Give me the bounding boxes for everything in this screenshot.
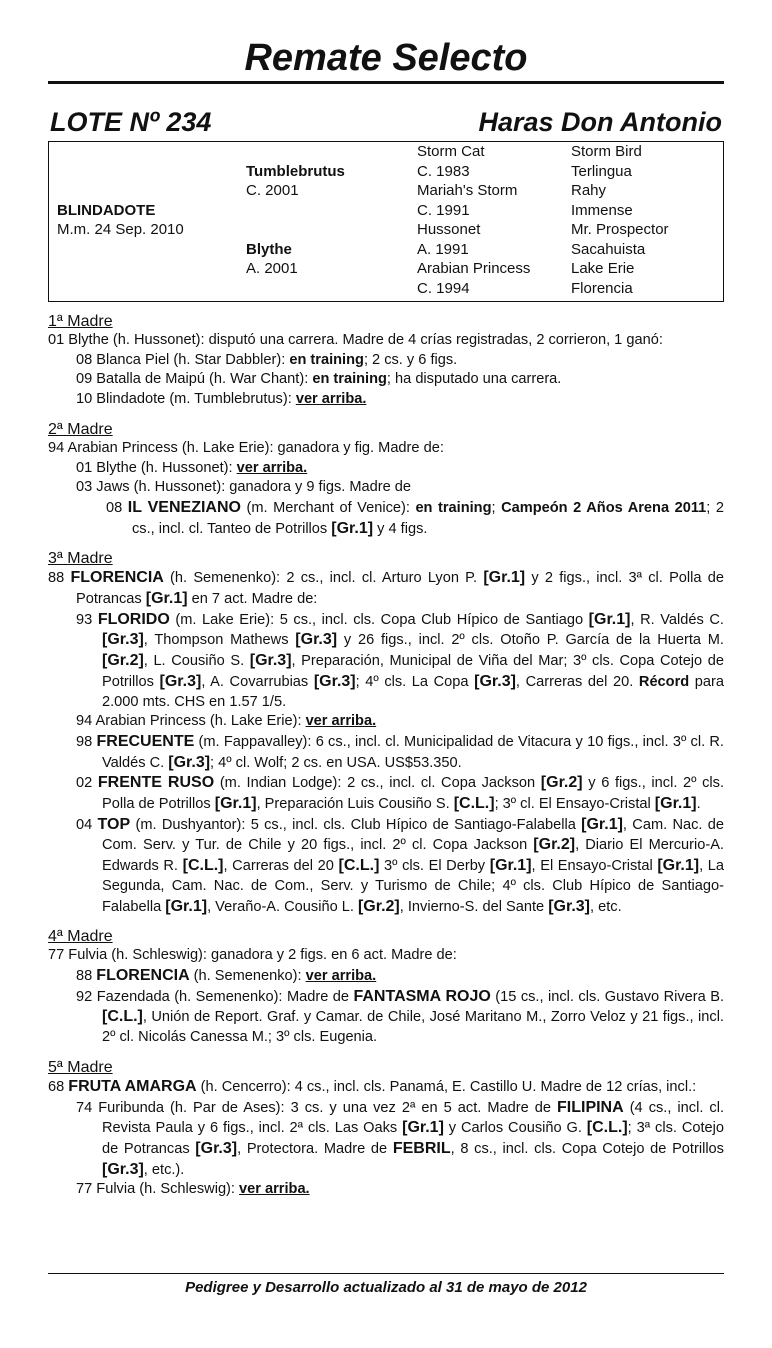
produce-entry: 77 Fulvia (h. Schleswig): ver arriba. <box>76 1181 310 1198</box>
produce-entry: 10 Blindadote (m. Tumblebrutus): ver arriba. <box>76 391 367 408</box>
ped-g3: Florencia <box>571 280 633 297</box>
dam-entry: 88 FLORENCIA (h. Semenenko): 2 cs., incl. cl. Arturo Lyon P. [Gr.1] y 2 figs., incl. 3ª cl. Polla de Potrancas [Gr.1] en 7 act. Madre de: <box>48 569 724 608</box>
ped-g3: Immense <box>571 202 633 219</box>
produce-entry: 88 FLORENCIA (h. Semenenko): ver arriba. <box>76 966 377 984</box>
pedigree-table <box>48 141 724 302</box>
footer-note: Pedigree y Desarrollo actualizado al 31 de mayo de 2012 <box>185 1279 587 1296</box>
ped-g3: Storm Bird <box>571 143 642 160</box>
catalog-page <box>48 36 724 1200</box>
ped-g2: C. 1991 <box>417 202 470 219</box>
produce-entry: 08 IL VENEZIANO (m. Merchant of Venice): en training; Campeón 2 Años Arena 2011; 2 cs., incl. cl. Tanteo de Potrillos [Gr.1] y 4 figs. <box>106 498 724 537</box>
lot-header <box>48 106 724 138</box>
ped-g2: Storm Cat <box>417 143 485 160</box>
ped-g3: Sacahuista <box>571 241 646 258</box>
page-title: Remate Selecto <box>48 36 724 84</box>
produce-entry: 09 Batalla de Maipú (h. War Chant): en training; ha disputado una carrera. <box>76 371 562 388</box>
dam-info: A. 2001 <box>246 260 298 277</box>
section-fourth-dam <box>48 927 724 1048</box>
sire-info: C. 2001 <box>246 182 299 199</box>
dam-name: Blythe <box>246 241 292 258</box>
produce-entry: 03 Jaws (h. Hussonet): ganadora y 9 figs. Madre de <box>76 479 412 496</box>
section-fifth-dam <box>48 1058 724 1200</box>
horse-info: M.m. 24 Sep. 2010 <box>57 221 184 238</box>
ped-g3: Mr. Prospector <box>571 221 669 238</box>
section-first-dam <box>48 312 724 410</box>
produce-entry: 92 Fazendada (h. Semenenko): Madre de FANTASMA ROJO (15 cs., incl. cls. Gustavo Rivera B. [C.L.], Unión de Report. Graf. y Camar. de Chile, José Maritano M., Zorro Veloz y 21 figs., incl. 2º cl. Nicolás Canessa M.; 3º cls. Eugenia. <box>76 987 725 1046</box>
section-title: 1ª Madre <box>48 313 113 330</box>
produce-entry: 08 Blanca Piel (h. Star Dabbler): en training; 2 cs. y 6 figs. <box>76 351 458 368</box>
ped-g2: Mariah's Storm <box>417 182 518 199</box>
produce-entry: 04 TOP (m. Dushyantor): 5 cs., incl. cls. Club Hípico de Santiago-Falabella [Gr.1], Cam. Nac. de Com. Serv. y Tur. de Chile y 20 figs., incl. 2º cl. Copa Jackson [Gr.2], Diario El Mercurio-A. Edwards R. [C.L.], Carreras del 20 [C.L.] 3º cls. El Derby [Gr.1], El Ensayo-Cristal [Gr.1], La Segunda, Cam. Nac. de Com., Serv. y Turismo de Chile; 4º cls. Club Hípico de Santiago-Falabella [Gr.1], Veraño-A. Cousiño L. [Gr.2], Invierno-S. del Sante [Gr.3], etc. <box>76 815 725 915</box>
produce-entry: 94 Arabian Princess (h. Lake Erie): ver arriba. <box>76 713 377 730</box>
section-title: 3ª Madre <box>48 550 113 568</box>
section-title: 5ª Madre <box>48 1058 113 1076</box>
dam-entry: 01 Blythe (h. Hussonet): disputó una carrera. Madre de 4 crías registradas, 2 corrieron, 1 ganó: <box>48 332 663 348</box>
ped-g2: A. 1991 <box>417 241 469 258</box>
footer-divider <box>48 1273 724 1274</box>
ped-g2: Hussonet <box>417 221 481 238</box>
horse-name: BLINDADOTE <box>57 202 156 219</box>
stud-name: Haras Don Antonio <box>478 107 722 137</box>
ped-g2: C. 1983 <box>417 163 470 180</box>
dam-entry: 94 Arabian Princess (h. Lake Erie): ganadora y fig. Madre de: <box>48 439 444 456</box>
ped-g3: Terlingua <box>571 163 632 180</box>
produce-entry: 74 Furibunda (h. Par de Ases): 3 cs. y una vez 2ª en 5 act. Madre de FILIPINA (4 cs., incl. cl. Revista Paula y 6 figs., incl. 2ª cls. Las Oaks [Gr.1] y Carlos Cousiño G. [C.L.]; 3ª cls. Cotejo de Potrancas [Gr.3], Protectora. Madre de FEBRIL, 8 cs., incl. cls. Copa Cotejo de Potrillos [Gr.3], etc.). <box>76 1098 724 1178</box>
produce-entry: 01 Blythe (h. Hussonet): ver arriba. <box>76 459 308 476</box>
ped-g3: Lake Erie <box>571 260 635 277</box>
section-title: 2ª Madre <box>48 420 113 438</box>
produce-entry: 02 FRENTE RUSO (m. Indian Lodge): 2 cs., incl. cl. Copa Jackson [Gr.2] y 6 figs., incl. 2º cls. Polla de Potrillos [Gr.1], Preparación Luis Cousiño S. [C.L.]; 3º cl. El Ensayo-Cristal [Gr.1]. <box>76 774 725 813</box>
dam-entry: 68 FRUTA AMARGA (h. Cencerro): 4 cs., incl. cls. Panamá, E. Castillo U. Madre de 12 crías, incl.: <box>48 1077 697 1095</box>
section-third-dam <box>48 549 724 917</box>
lot-number: LOTE Nº 234 <box>50 107 212 137</box>
ped-g3: Rahy <box>571 182 607 199</box>
ped-g2: C. 1994 <box>417 280 470 297</box>
produce-entry: 98 FRECUENTE (m. Fappavalley): 6 cs., incl. cl. Municipalidad de Vitacura y 10 figs., incl. 3º cl. R. Valdés C. [Gr.3]; 4º cl. Wolf; 2 cs. en USA. US$53.350. <box>76 732 724 771</box>
sire-name: Tumblebrutus <box>246 163 345 180</box>
dam-entry: 77 Fulvia (h. Schleswig): ganadora y 2 figs. en 6 act. Madre de: <box>48 947 457 964</box>
ped-g2: Arabian Princess <box>417 260 531 277</box>
produce-entry: 93 FLORIDO (m. Lake Erie): 5 cs., incl. cls. Copa Club Hípico de Santiago [Gr.1], R. Valdés C. [Gr.3], Thompson Mathews [Gr.3] y 26 figs., incl. 2º cls. Otoño P. García de la Huerta M. [Gr.2], L. Cousiño S. [Gr.3], Preparación, Municipal de Viña del Mar; 3º cls. Copa Cotejo de Potrillos [Gr.3], A. Covarrubias [Gr.3]; 4º cls. La Copa [Gr.3], Carreras del 20. Récord para 2.000 mts. CHS en 1.57 1/5. <box>76 610 724 710</box>
section-second-dam <box>48 420 724 540</box>
section-title: 4ª Madre <box>48 928 113 946</box>
